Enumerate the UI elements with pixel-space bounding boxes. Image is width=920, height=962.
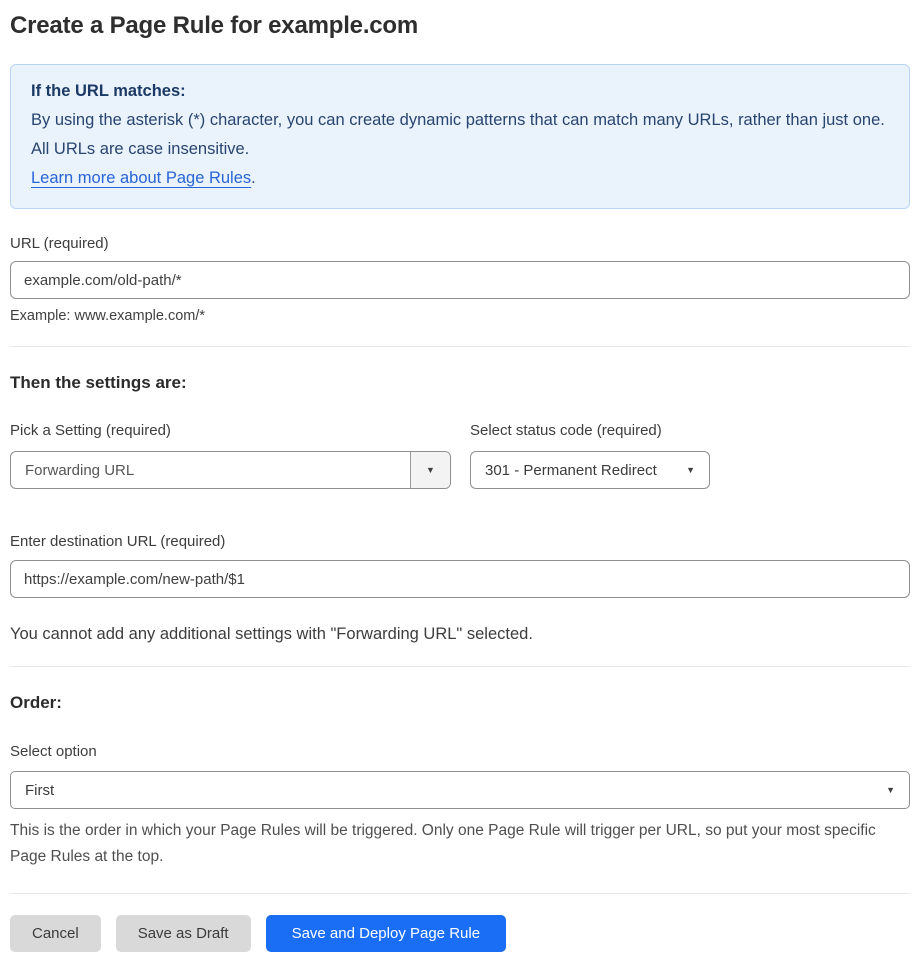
info-box-body: By using the asterisk (*) character, you can create dynamic patterns that can match many URLs, rather than just one. All URLs are case insensitive. bbox=[31, 111, 885, 158]
setting-select-value: Forwarding URL bbox=[25, 461, 135, 479]
chevron-down-icon: ▼ bbox=[686, 464, 695, 475]
status-code-select-value: 301 - Permanent Redirect bbox=[485, 461, 657, 479]
page-title: Create a Page Rule for example.com bbox=[10, 12, 419, 39]
setting-column bbox=[10, 422, 451, 489]
link-suffix: . bbox=[251, 169, 256, 187]
destination-url-input[interactable] bbox=[10, 560, 910, 598]
url-field-helper: Example: www.example.com/* bbox=[10, 308, 206, 324]
setting-select-arrow-button[interactable] bbox=[410, 452, 450, 488]
order-select-value: First bbox=[25, 781, 55, 799]
chevron-down-icon: ▼ bbox=[426, 464, 435, 475]
divider bbox=[10, 666, 910, 667]
setting-select-label: Pick a Setting (required) bbox=[10, 422, 171, 439]
info-box-heading: If the URL matches: bbox=[31, 82, 186, 100]
cancel-button[interactable]: Cancel bbox=[10, 915, 101, 952]
save-as-draft-button[interactable]: Save as Draft bbox=[116, 915, 251, 952]
status-code-select[interactable] bbox=[470, 451, 710, 489]
setting-select[interactable] bbox=[10, 451, 451, 489]
destination-url-label: Enter destination URL (required) bbox=[10, 533, 226, 550]
order-select-label: Select option bbox=[10, 743, 97, 760]
forwarding-url-note: You cannot add any additional settings with "Forwarding URL" selected. bbox=[10, 625, 533, 643]
divider bbox=[10, 893, 910, 894]
settings-section-heading: Then the settings are: bbox=[10, 373, 187, 392]
url-field-label: URL (required) bbox=[10, 235, 109, 252]
learn-more-link[interactable]: Learn more about Page Rules bbox=[31, 169, 252, 187]
url-input[interactable] bbox=[10, 261, 910, 299]
divider bbox=[10, 346, 910, 347]
order-section-heading: Order: bbox=[10, 693, 62, 712]
url-match-info-box bbox=[10, 64, 910, 209]
info-box-link-line bbox=[31, 164, 889, 193]
order-select[interactable] bbox=[10, 771, 910, 809]
settings-row bbox=[10, 422, 910, 489]
status-code-column bbox=[470, 422, 710, 489]
chevron-down-icon: ▼ bbox=[886, 784, 895, 795]
save-and-deploy-button[interactable]: Save and Deploy Page Rule bbox=[266, 915, 506, 952]
status-code-select-label: Select status code (required) bbox=[470, 422, 662, 439]
order-helper-text: This is the order in which your Page Rules will be triggered. Only one Page Rule will trigger per URL, so put your most specific Page Rules at the top. bbox=[10, 822, 876, 865]
